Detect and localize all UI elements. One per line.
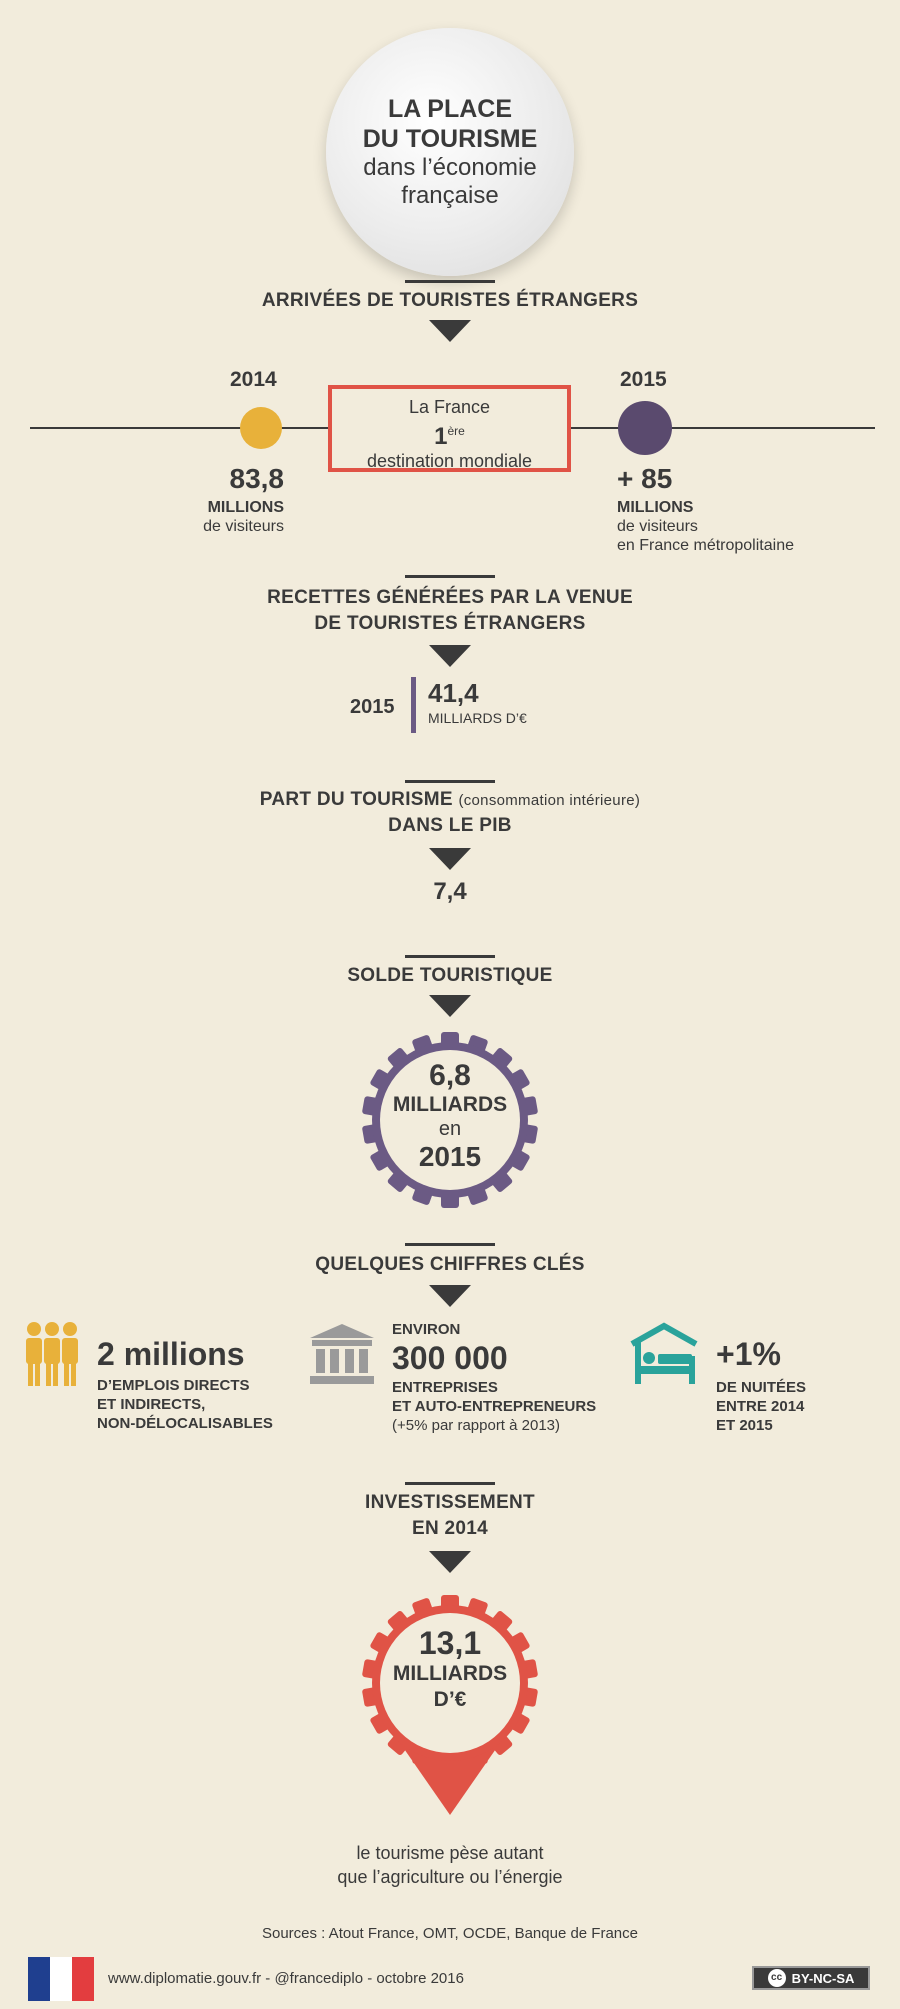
section-divider xyxy=(405,955,495,958)
year-2015-dot xyxy=(618,401,672,455)
biz-line-3: (+5% par rapport à 2013) xyxy=(392,1417,561,1434)
biz-value: 300 000 xyxy=(392,1340,508,1376)
nights-line-1: DE NUITÉES xyxy=(716,1379,807,1396)
down-arrow-icon xyxy=(429,645,471,667)
investment-unit-1: MILLIARDS xyxy=(392,1662,508,1685)
nights-value: +1% xyxy=(716,1336,781,1372)
arrivals-left-year: 2014 xyxy=(230,368,277,391)
balance-gear-badge xyxy=(360,1030,540,1210)
receipts-title-2: DE TOURISTES ÉTRANGERS xyxy=(314,613,586,634)
title-globe xyxy=(326,28,574,276)
biz-pre: ENVIRON xyxy=(392,1321,461,1338)
down-arrow-icon xyxy=(429,1285,471,1307)
balance-in: en xyxy=(438,1118,462,1140)
jobs-value: 2 millions xyxy=(97,1336,245,1372)
bed-icon xyxy=(628,1322,700,1388)
investment-title-2: EN 2014 xyxy=(411,1518,489,1539)
arrivals-right-unit: MILLIONS xyxy=(617,499,694,516)
investment-value: 13,1 xyxy=(418,1625,482,1661)
title-line-2: DU TOURISME xyxy=(362,125,538,153)
gdp-title-2: DANS LE PIB xyxy=(388,815,512,836)
balance-title: SOLDE TOURISTIQUE xyxy=(347,965,553,986)
section-divider xyxy=(405,780,495,783)
biz-line-2: ET AUTO-ENTREPRENEURS xyxy=(392,1398,597,1415)
receipts-unit: MILLIARDS D’€ xyxy=(428,710,527,726)
section-divider xyxy=(405,1482,495,1485)
title-line-3: dans l’économie xyxy=(363,154,537,181)
building-icon xyxy=(308,1322,376,1386)
title-line-1: LA PLACE xyxy=(387,95,513,123)
section-divider xyxy=(405,575,495,578)
arrivals-left-value: 83,8 xyxy=(229,463,284,494)
arrivals-left-desc: de visiteurs xyxy=(203,518,284,535)
nights-line-3: ET 2015 xyxy=(716,1417,773,1434)
box-line-1: La France xyxy=(408,397,491,417)
arrivals-right-desc-1: de visiteurs xyxy=(617,518,698,535)
year-2014-dot xyxy=(240,407,282,449)
down-arrow-icon xyxy=(429,320,471,342)
biz-line-1: ENTREPRISES xyxy=(392,1379,498,1396)
section-divider xyxy=(405,1243,495,1246)
gdp-title-1: PART DU TOURISME (consommation intérieure) xyxy=(259,789,641,810)
down-arrow-icon xyxy=(429,995,471,1017)
arrivals-right-value: + 85 xyxy=(617,463,673,494)
french-flag-logo xyxy=(28,1957,94,2001)
key-figures-title: QUELQUES CHIFFRES CLÉS xyxy=(315,1254,585,1275)
license-badge: cc BY-NC-SA xyxy=(752,1966,870,1990)
investment-unit-2: D’€ xyxy=(433,1688,467,1711)
down-arrow-icon xyxy=(429,1551,471,1573)
footer-credit: www.diplomatie.gouv.fr - @francediplo - octobre 2016 xyxy=(108,1970,464,1987)
gdp-value: 7,4 xyxy=(433,878,467,905)
box-rank: 1ère xyxy=(434,423,465,450)
arrivals-title: ARRIVÉES DE TOURISTES ÉTRANGERS xyxy=(261,290,639,311)
receipts-bar xyxy=(411,677,416,733)
investment-note-1: le tourisme pèse autant xyxy=(356,1843,544,1863)
arrivals-left-unit: MILLIONS xyxy=(207,499,284,516)
investment-title-1: INVESTISSEMENT xyxy=(365,1492,535,1513)
arrivals-right-desc-2: en France métropolitaine xyxy=(617,537,794,554)
receipts-year: 2015 xyxy=(350,696,395,718)
cc-icon: cc xyxy=(768,1969,786,1987)
arrivals-right-year: 2015 xyxy=(620,368,667,391)
nights-line-2: ENTRE 2014 xyxy=(716,1398,805,1415)
investment-note-2: que l’agriculture ou l’énergie xyxy=(337,1867,563,1887)
title-line-4: française xyxy=(401,182,499,209)
people-icon xyxy=(22,1320,82,1388)
section-divider xyxy=(405,280,495,283)
jobs-line-3: NON-DÉLOCALISABLES xyxy=(97,1415,273,1432)
balance-unit: MILLIARDS xyxy=(392,1093,508,1116)
down-arrow-icon xyxy=(429,848,471,870)
receipts-title-1: RECETTES GÉNÉRÉES PAR LA VENUE xyxy=(267,587,633,608)
receipts-value: 41,4 xyxy=(428,678,479,708)
sources-text: Sources : Atout France, OMT, OCDE, Banque de France xyxy=(261,1925,638,1942)
investment-gear-badge xyxy=(360,1593,540,1823)
balance-year: 2015 xyxy=(418,1141,482,1172)
first-destination-box xyxy=(328,385,571,472)
balance-value: 6,8 xyxy=(429,1059,471,1092)
box-line-3: destination mondiale xyxy=(366,451,533,471)
jobs-line-1: D’EMPLOIS DIRECTS xyxy=(97,1377,250,1394)
jobs-line-2: ET INDIRECTS, xyxy=(97,1396,206,1413)
